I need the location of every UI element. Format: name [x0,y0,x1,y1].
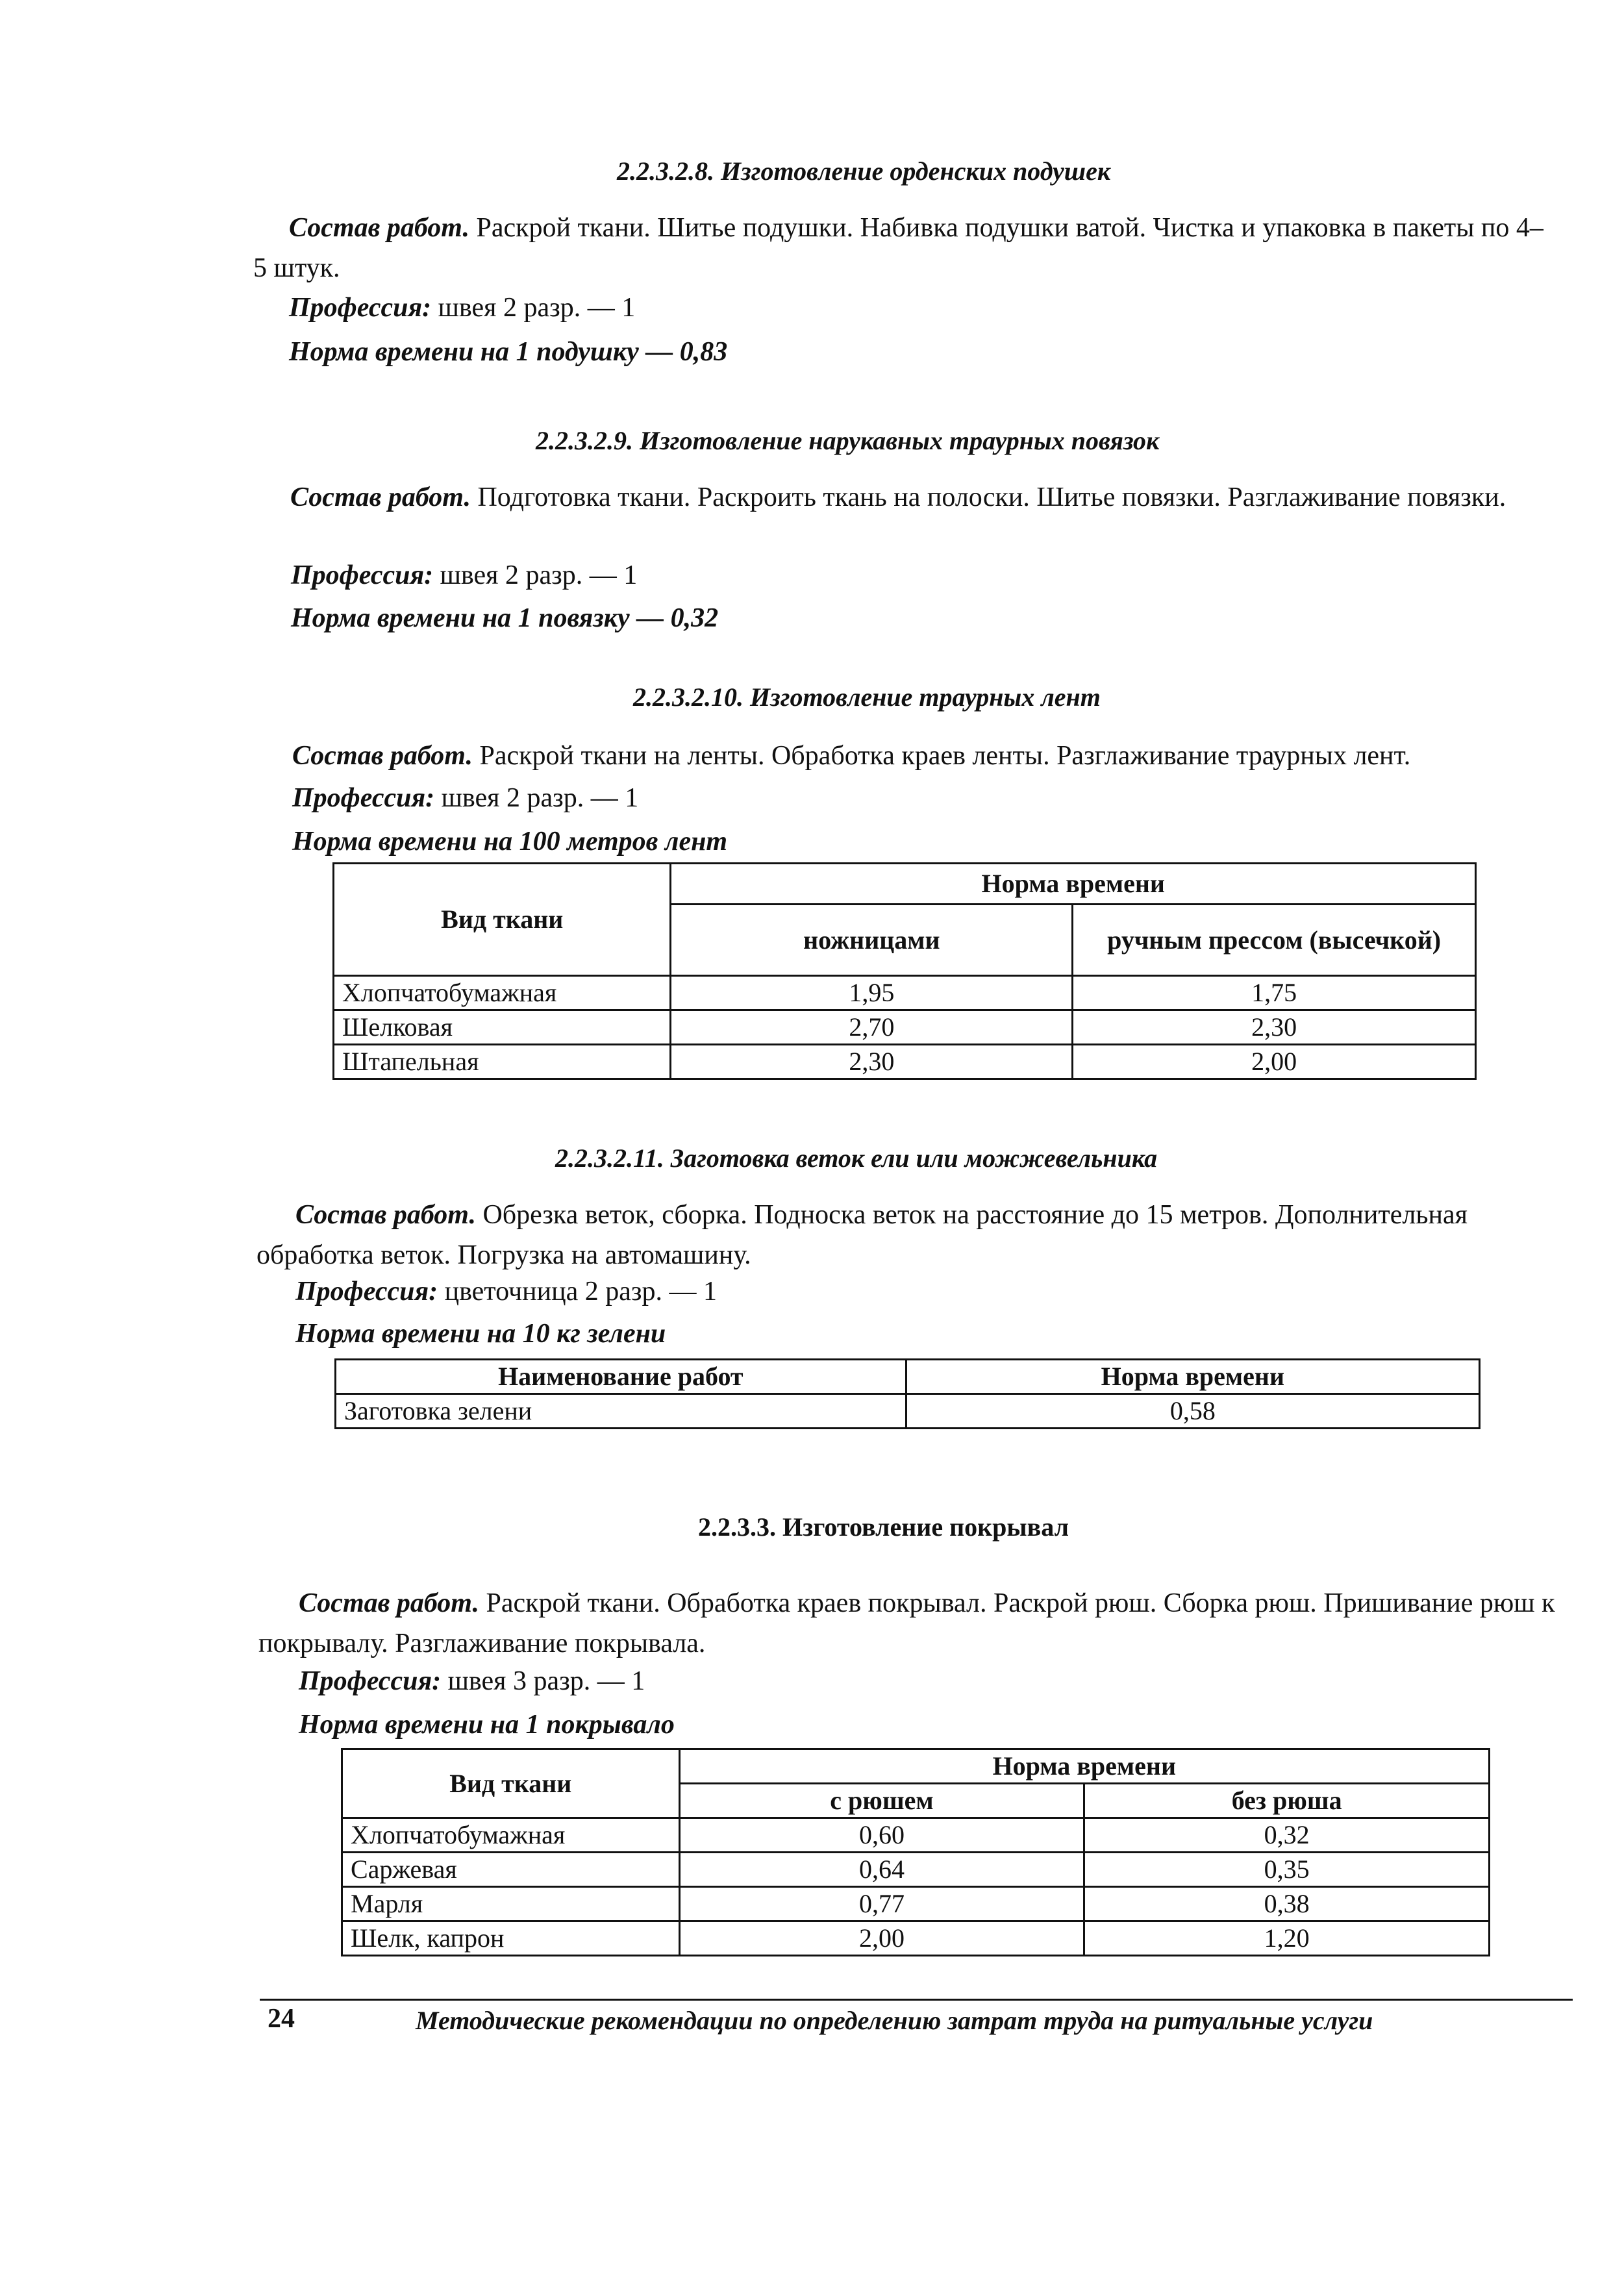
work-text: Раскрой ткани. Обработка краев покрывал. Раскрой рюш. Сборка рюш. Пришивание рюш к покрывалу. Разглаживание покрывала. [258,1588,1555,1658]
cell-fabric: Шелк, капрон [342,1921,680,1956]
cell-value: 0,60 [679,1818,1084,1853]
work-composition [253,208,1552,288]
work-label: Состав работ. [299,1588,479,1618]
cell-value: 1,95 [671,976,1073,1010]
table-row [334,976,1476,1010]
profession-text: швея 3 разр. — 1 [447,1666,645,1696]
col-header-norm: Норма времени [906,1360,1479,1394]
work-label: Состав работ. [295,1200,476,1230]
cell-fabric: Штапельная [334,1045,671,1079]
col-header-group: Норма времени [671,864,1476,905]
work-composition [255,477,1553,518]
work-label: Состав работ. [289,213,469,243]
cell-value: 0,38 [1084,1887,1490,1921]
profession-label: Профессия: [295,1277,438,1306]
section-heading: 2.2.3.2.8. Изготовление орденских подушек [617,156,1111,186]
section-heading: 2.2.3.2.9. Изготовление нарукавных траурных повязок [536,426,1160,455]
time-norm: Норма времени на 1 подушку — 0,83 [289,337,728,367]
col-header-press: ручным прессом (высечкой) [1073,905,1476,976]
cell-value: 0,35 [1084,1853,1490,1887]
norm-table-covers [341,1748,1490,1956]
cell-value: 2,00 [1073,1045,1476,1079]
table-row [342,1887,1490,1921]
profession-text: швея 2 разр. — 1 [440,560,638,590]
cell-value: 0,58 [906,1394,1479,1429]
footer-title: Методические рекомендации по определению затрат труда на ритуальные услуги [416,2006,1373,2035]
col-header-with-ruche: с рюшем [679,1784,1084,1818]
work-label: Состав работ. [290,482,471,512]
section-heading: 2.2.3.3. Изготовление покрывал [698,1512,1069,1542]
table-row [334,1010,1476,1045]
cell-work: Заготовка зелени [336,1394,906,1429]
cell-value: 2,30 [1073,1010,1476,1045]
page-number: 24 [268,2004,295,2034]
profession-text: швея 2 разр. — 1 [441,783,639,813]
profession-label: Профессия: [289,293,432,323]
profession-line [292,782,638,814]
table-row [334,1045,1476,1079]
profession-label: Профессия: [299,1666,442,1696]
col-header-group: Норма времени [679,1749,1489,1784]
profession-line [291,560,637,591]
profession-text: швея 2 разр. — 1 [438,293,636,323]
work-composition [292,740,1410,771]
profession-line [299,1666,645,1697]
profession-text: цветочница 2 разр. — 1 [444,1277,717,1306]
table-row [342,1853,1490,1887]
time-norm: Норма времени на 10 кг зелени [295,1319,666,1349]
cell-value: 0,32 [1084,1818,1490,1853]
section-heading: 2.2.3.2.10. Изготовление траурных лент [633,682,1101,712]
work-text: Подготовка ткани. Раскроить ткань на полоски. Шитье повязки. Разглаживание повязки. [477,482,1506,512]
profession-line [289,292,635,323]
table-row [336,1394,1480,1429]
cell-value: 0,64 [679,1853,1084,1887]
work-label: Состав работ. [292,741,473,771]
footer-rule [260,1999,1573,2001]
col-header-fabric: Вид ткани [342,1749,680,1818]
col-header-work: Наименование работ [336,1360,906,1394]
norm-table-ribbons [332,862,1477,1080]
col-header-scissors: ножницами [671,905,1073,976]
cell-value: 0,77 [679,1887,1084,1921]
norm-table-greenery [334,1358,1480,1429]
cell-fabric: Хлопчатобумажная [334,976,671,1010]
table-row [342,1818,1490,1853]
time-norm: Норма времени на 1 покрывало [299,1710,675,1740]
col-header-fabric: Вид ткани [334,864,671,976]
cell-value: 2,30 [671,1045,1073,1079]
work-composition [256,1195,1555,1275]
section-heading: 2.2.3.2.11. Заготовка веток ели или можжевельника [555,1144,1158,1173]
profession-line [295,1276,717,1307]
time-norm: Норма времени на 1 повязку — 0,32 [291,603,719,633]
work-text: Раскрой ткани на ленты. Обработка краев ленты. Разглаживание траурных лент. [479,741,1411,771]
cell-fabric: Саржевая [342,1853,680,1887]
profession-label: Профессия: [291,560,434,590]
cell-value: 2,00 [679,1921,1084,1956]
cell-fabric: Марля [342,1887,680,1921]
work-text: Раскрой ткани. Шитье подушки. Набивка подушки ватой. Чистка и упаковка в пакеты по 4–5 штук. [253,213,1543,283]
time-norm: Норма времени на 100 метров лент [292,827,728,856]
table-row [342,1921,1490,1956]
work-composition [258,1583,1564,1664]
cell-fabric: Хлопчатобумажная [342,1818,680,1853]
cell-value: 1,75 [1073,976,1476,1010]
col-header-without-ruche: без рюша [1084,1784,1490,1818]
cell-value: 2,70 [671,1010,1073,1045]
cell-fabric: Шелковая [334,1010,671,1045]
cell-value: 1,20 [1084,1921,1490,1956]
work-text: Обрезка веток, сборка. Поднoска веток на расстояние до 15 метров. Дополнительная обработка веток. Погрузка на автомашину. [256,1200,1468,1270]
profession-label: Профессия: [292,783,435,813]
